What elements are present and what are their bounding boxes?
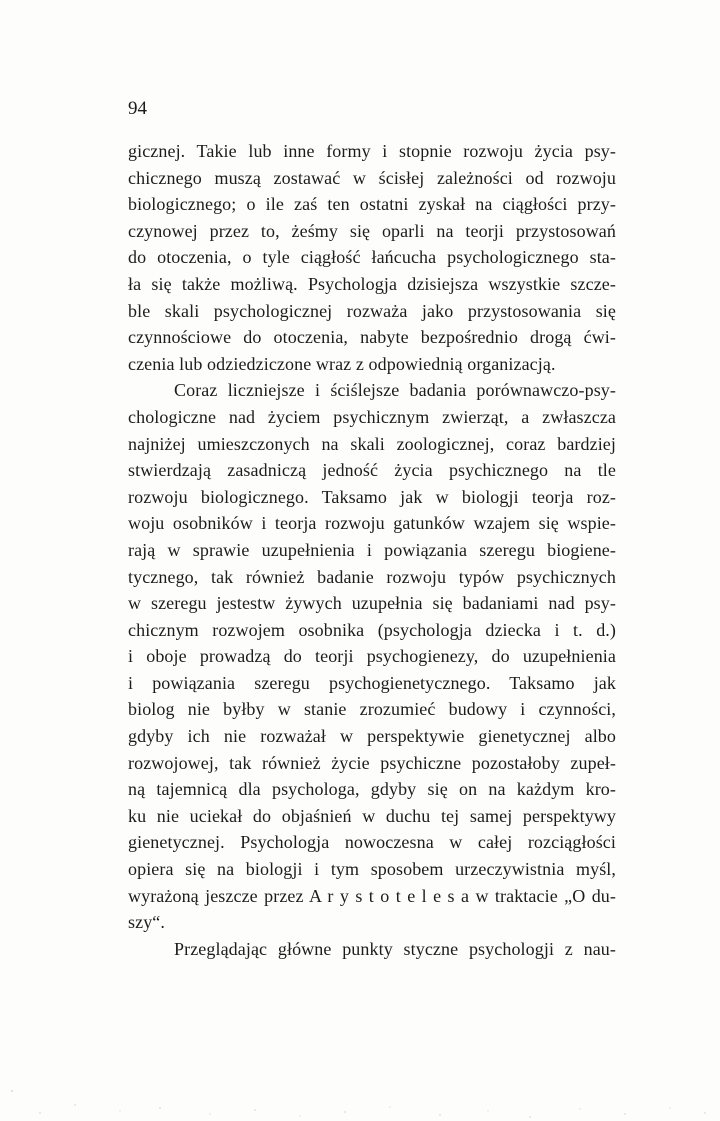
text-line: biologicznego; o ile zaś ten ostatni zyskał na ciągłości przy- [128,194,616,215]
text-line: chologiczne nad życiem psychicznym zwierząt, a zwłaszcza [128,406,616,427]
text-line: gicznej. Takie lub inne formy i stopnie rozwoju życia psy- [128,141,616,161]
text-line: chicznym rozwojem osobnika (psychologja dziecka i t. d.) [128,619,616,640]
text-line: wyrażoną jeszcze przez A r y s t o t e l e s a w traktacie „O du- [128,885,616,906]
text-line: do otoczenia, o tyle ciągłość łańcucha psychologicznego sta- [128,247,616,268]
text-line: rają w sprawie uzupełnienia i powiązania szeregu biogiene- [128,539,616,560]
text-line: chicznego muszą zostawać w ścisłej zależności od rozwoju [128,167,616,188]
text-line: najniżej umieszczonych na skali zoologicznej, coraz bardziej [128,433,616,454]
text-line: ną tajemnicą dla psychologa, gdyby się on na każdym kro- [128,779,616,800]
text-line: ła się także możliwą. Psychologja dzisiejsza wszystkie szcze- [128,273,616,294]
text-line: tycznego, tak również badanie rozwoju typów psychicznych [128,566,616,587]
text-line: ble skali psychologicznej rozważa jako przystosowania się [128,300,616,321]
text-line: i oboje prowadzą do teorji psychogienezy, do uzupełnienia [128,646,616,667]
paragraph-1 [128,138,616,377]
text-line: czynnościowe do otoczenia, nabyte bezpośrednio drogą ćwi- [128,327,616,348]
text-line: szy“. [128,912,165,933]
body-text [128,138,616,962]
text-line: ku nie uciekał do objaśnień w duchu tej samej perspektywy [128,805,616,826]
text-line: gienetycznej. Psychologja nowoczesna w całej rozciągłości [128,832,616,853]
text-line: czenia lub odziedziczone wraz z odpowiednią organizacją. [128,353,556,374]
text-line: woju osobników i teorja rozwoju gatunków wzajem się wspie- [128,513,616,534]
text-line: Coraz liczniejsze i ściślejsze badania porównawczo-psy- [174,380,616,401]
text-line: opiera się na biologji i tym sposobem urzeczywistnia myśl, [128,859,616,880]
text-line: rozwoju biologicznego. Taksamo jak w biologji teorja roz- [128,486,616,507]
text-line: i powiązania szeregu psychogienetycznego. Taksamo jak [128,672,616,693]
text-line: gdyby ich nie rozważał w perspektywie gienetycznej albo [128,726,616,747]
text-line: Przeglądając główne punkty styczne psychologji z nau- [174,938,616,959]
text-line: rozwojowej, tak również życie psychiczne pozostałoby zupeł- [128,752,616,773]
paragraph-2 [128,377,616,935]
text-line: czynowej przez to, żeśmy się oparli na teorji przystosowań [128,220,616,241]
scan-speckle-decoration [0,1061,720,1121]
text-line: stwierdzają zasadniczą jedność życia psychicznego na tle [128,460,616,481]
page-number: 94 [128,98,147,119]
paragraph-3 [128,936,616,963]
text-line: biolog nie byłby w stanie zrozumieć budowy i czynności, [128,699,616,720]
text-line: w szeregu jestestw żywych uzupełnia się badaniami nad psy- [128,593,616,614]
